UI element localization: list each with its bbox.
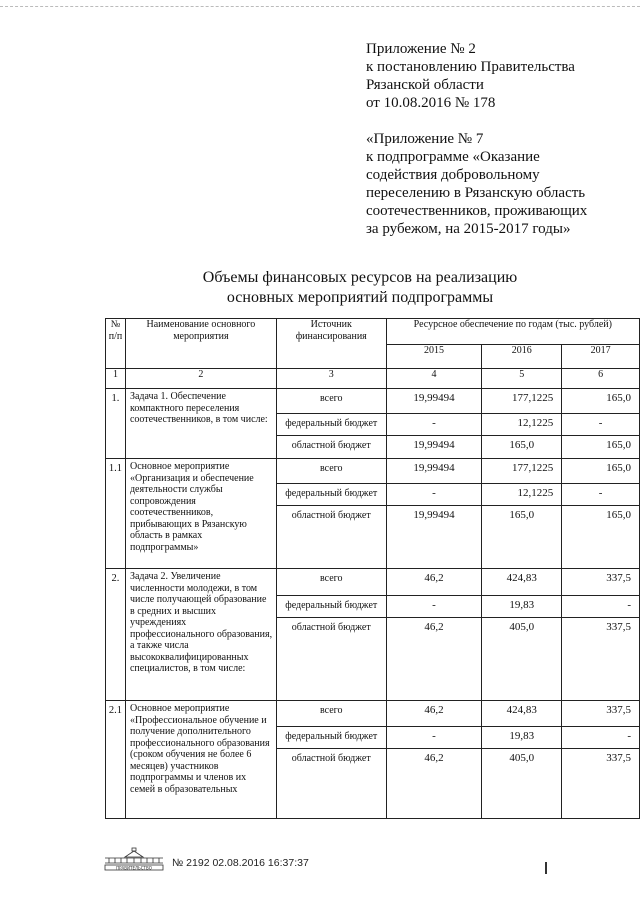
row-value-2016: 12,1225 bbox=[482, 484, 562, 506]
colnum: 4 bbox=[386, 369, 482, 389]
row-value-2015: 19,99494 bbox=[386, 389, 482, 414]
appendix-header bbox=[366, 40, 636, 238]
row-value-2017: 165,0 bbox=[562, 459, 640, 484]
header-year-2016: 2016 bbox=[482, 345, 562, 369]
resources-table bbox=[105, 318, 640, 819]
row-value-2017: 337,5 bbox=[562, 618, 640, 701]
row-source: федеральный бюджет bbox=[276, 596, 386, 618]
row-source: федеральный бюджет bbox=[276, 414, 386, 436]
row-value-2017: 165,0 bbox=[562, 436, 640, 459]
appendix7-line-3: содействия добровольному bbox=[366, 167, 540, 183]
stamp-text: ПРАВИТЕЛЬСТВО bbox=[116, 865, 152, 871]
row-value-2015: 19,99494 bbox=[386, 436, 482, 459]
building-stamp-icon bbox=[103, 847, 165, 871]
document-title bbox=[100, 268, 620, 308]
appendix-line-4: от 10.08.2016 № 178 bbox=[366, 95, 496, 111]
appendix7-line-5: соотечественников, проживающих bbox=[366, 203, 588, 219]
table-row bbox=[106, 389, 640, 414]
row-value-2015: 19,99494 bbox=[386, 459, 482, 484]
row-value-2016: 177,1225 bbox=[482, 459, 562, 484]
row-value-2016: 405,0 bbox=[482, 749, 562, 819]
appendix7-line-6: за рубежом, на 2015-2017 годы» bbox=[366, 221, 571, 237]
table-row bbox=[106, 459, 640, 484]
header-name: Наименование основного мероприятия bbox=[125, 319, 276, 369]
appendix7-line-2: к подпрограмме «Оказание bbox=[366, 149, 540, 165]
row-value-2017: 337,5 bbox=[562, 701, 640, 727]
header-year-2017: 2017 bbox=[562, 345, 640, 369]
appendix-line-1: Приложение № 2 bbox=[366, 41, 476, 57]
colnum: 3 bbox=[276, 369, 386, 389]
row-source: областной бюджет bbox=[276, 436, 386, 459]
row-value-2015: - bbox=[386, 596, 482, 618]
row-value-2015: - bbox=[386, 414, 482, 436]
row-name: Основное мероприятие «Организация и обеспечение деятельности службы сопровождения соотечественников, прибывающих в Рязанскую область в рамках подпрограммы» bbox=[125, 459, 276, 569]
row-value-2016: 405,0 bbox=[482, 618, 562, 701]
row-name: Задача 1. Обеспечение компактного переселения соотечественников, в том числе: bbox=[125, 389, 276, 459]
row-value-2016: 165,0 bbox=[482, 506, 562, 569]
row-value-2017: - bbox=[562, 727, 640, 749]
row-value-2017: 165,0 bbox=[562, 389, 640, 414]
appendix-line-3: Рязанской области bbox=[366, 77, 484, 93]
table-row bbox=[106, 701, 640, 727]
row-source: областной бюджет bbox=[276, 506, 386, 569]
row-name: Задача 2. Увеличение численности молодежи, в том числе получающей образование в средних и высших учреждениях профессионального образования, а также числа высококвалифицированных специалистов, в том числе: bbox=[125, 569, 276, 701]
row-value-2017: 165,0 bbox=[562, 506, 640, 569]
table-row bbox=[106, 569, 640, 596]
colnum: 1 bbox=[106, 369, 126, 389]
row-source: областной бюджет bbox=[276, 618, 386, 701]
row-value-2016: 177,1225 bbox=[482, 389, 562, 414]
row-value-2015: - bbox=[386, 484, 482, 506]
row-value-2015: 46,2 bbox=[386, 749, 482, 819]
pen-mark bbox=[545, 862, 547, 874]
row-source: всего bbox=[276, 701, 386, 727]
row-num: 2.1 bbox=[106, 701, 126, 819]
row-source: областной бюджет bbox=[276, 749, 386, 819]
row-value-2016: 424,83 bbox=[482, 569, 562, 596]
row-value-2015: - bbox=[386, 727, 482, 749]
row-value-2016: 19,83 bbox=[482, 596, 562, 618]
appendix7-line-4: переселению в Рязанскую область bbox=[366, 185, 586, 201]
row-source: всего bbox=[276, 389, 386, 414]
row-value-2015: 46,2 bbox=[386, 701, 482, 727]
row-value-2015: 46,2 bbox=[386, 569, 482, 596]
colnum: 5 bbox=[482, 369, 562, 389]
colnum: 6 bbox=[562, 369, 640, 389]
document-registration-info: № 2192 02.08.2016 16:37:37 bbox=[172, 857, 309, 869]
row-num: 1. bbox=[106, 389, 126, 459]
row-value-2017: - bbox=[562, 484, 640, 506]
header-num: № п/п bbox=[106, 319, 126, 369]
row-num: 2. bbox=[106, 569, 126, 701]
header-resources: Ресурсное обеспечение по годам (тыс. рублей) bbox=[386, 319, 639, 345]
top-dashed-line bbox=[0, 6, 640, 7]
title-line-1: Объемы финансовых ресурсов на реализацию bbox=[202, 269, 518, 286]
header-source: Источник финансирования bbox=[276, 319, 386, 369]
row-value-2015: 46,2 bbox=[386, 618, 482, 701]
row-num: 1.1 bbox=[106, 459, 126, 569]
row-value-2016: 424,83 bbox=[482, 701, 562, 727]
row-source: всего bbox=[276, 569, 386, 596]
colnum: 2 bbox=[125, 369, 276, 389]
row-value-2017: - bbox=[562, 414, 640, 436]
row-value-2015: 19,99494 bbox=[386, 506, 482, 569]
row-value-2016: 12,1225 bbox=[482, 414, 562, 436]
row-value-2016: 165,0 bbox=[482, 436, 562, 459]
row-source: федеральный бюджет bbox=[276, 727, 386, 749]
row-value-2017: 337,5 bbox=[562, 749, 640, 819]
appendix-line-2: к постановлению Правительства bbox=[366, 59, 575, 75]
row-name: Основное мероприятие «Профессиональное обучение и получение дополнительного профессионального образования (сроком обучения не более 6 месяцев) участников подпрограммы и членов их семей в образовательных bbox=[125, 701, 276, 819]
appendix7-line-1: «Приложение № 7 bbox=[366, 131, 484, 147]
row-value-2017: 337,5 bbox=[562, 569, 640, 596]
row-value-2017: - bbox=[562, 596, 640, 618]
row-value-2016: 19,83 bbox=[482, 727, 562, 749]
header-year-2015: 2015 bbox=[386, 345, 482, 369]
row-source: федеральный бюджет bbox=[276, 484, 386, 506]
row-source: всего bbox=[276, 459, 386, 484]
title-line-2: основных мероприятий подпрограммы bbox=[226, 289, 494, 306]
